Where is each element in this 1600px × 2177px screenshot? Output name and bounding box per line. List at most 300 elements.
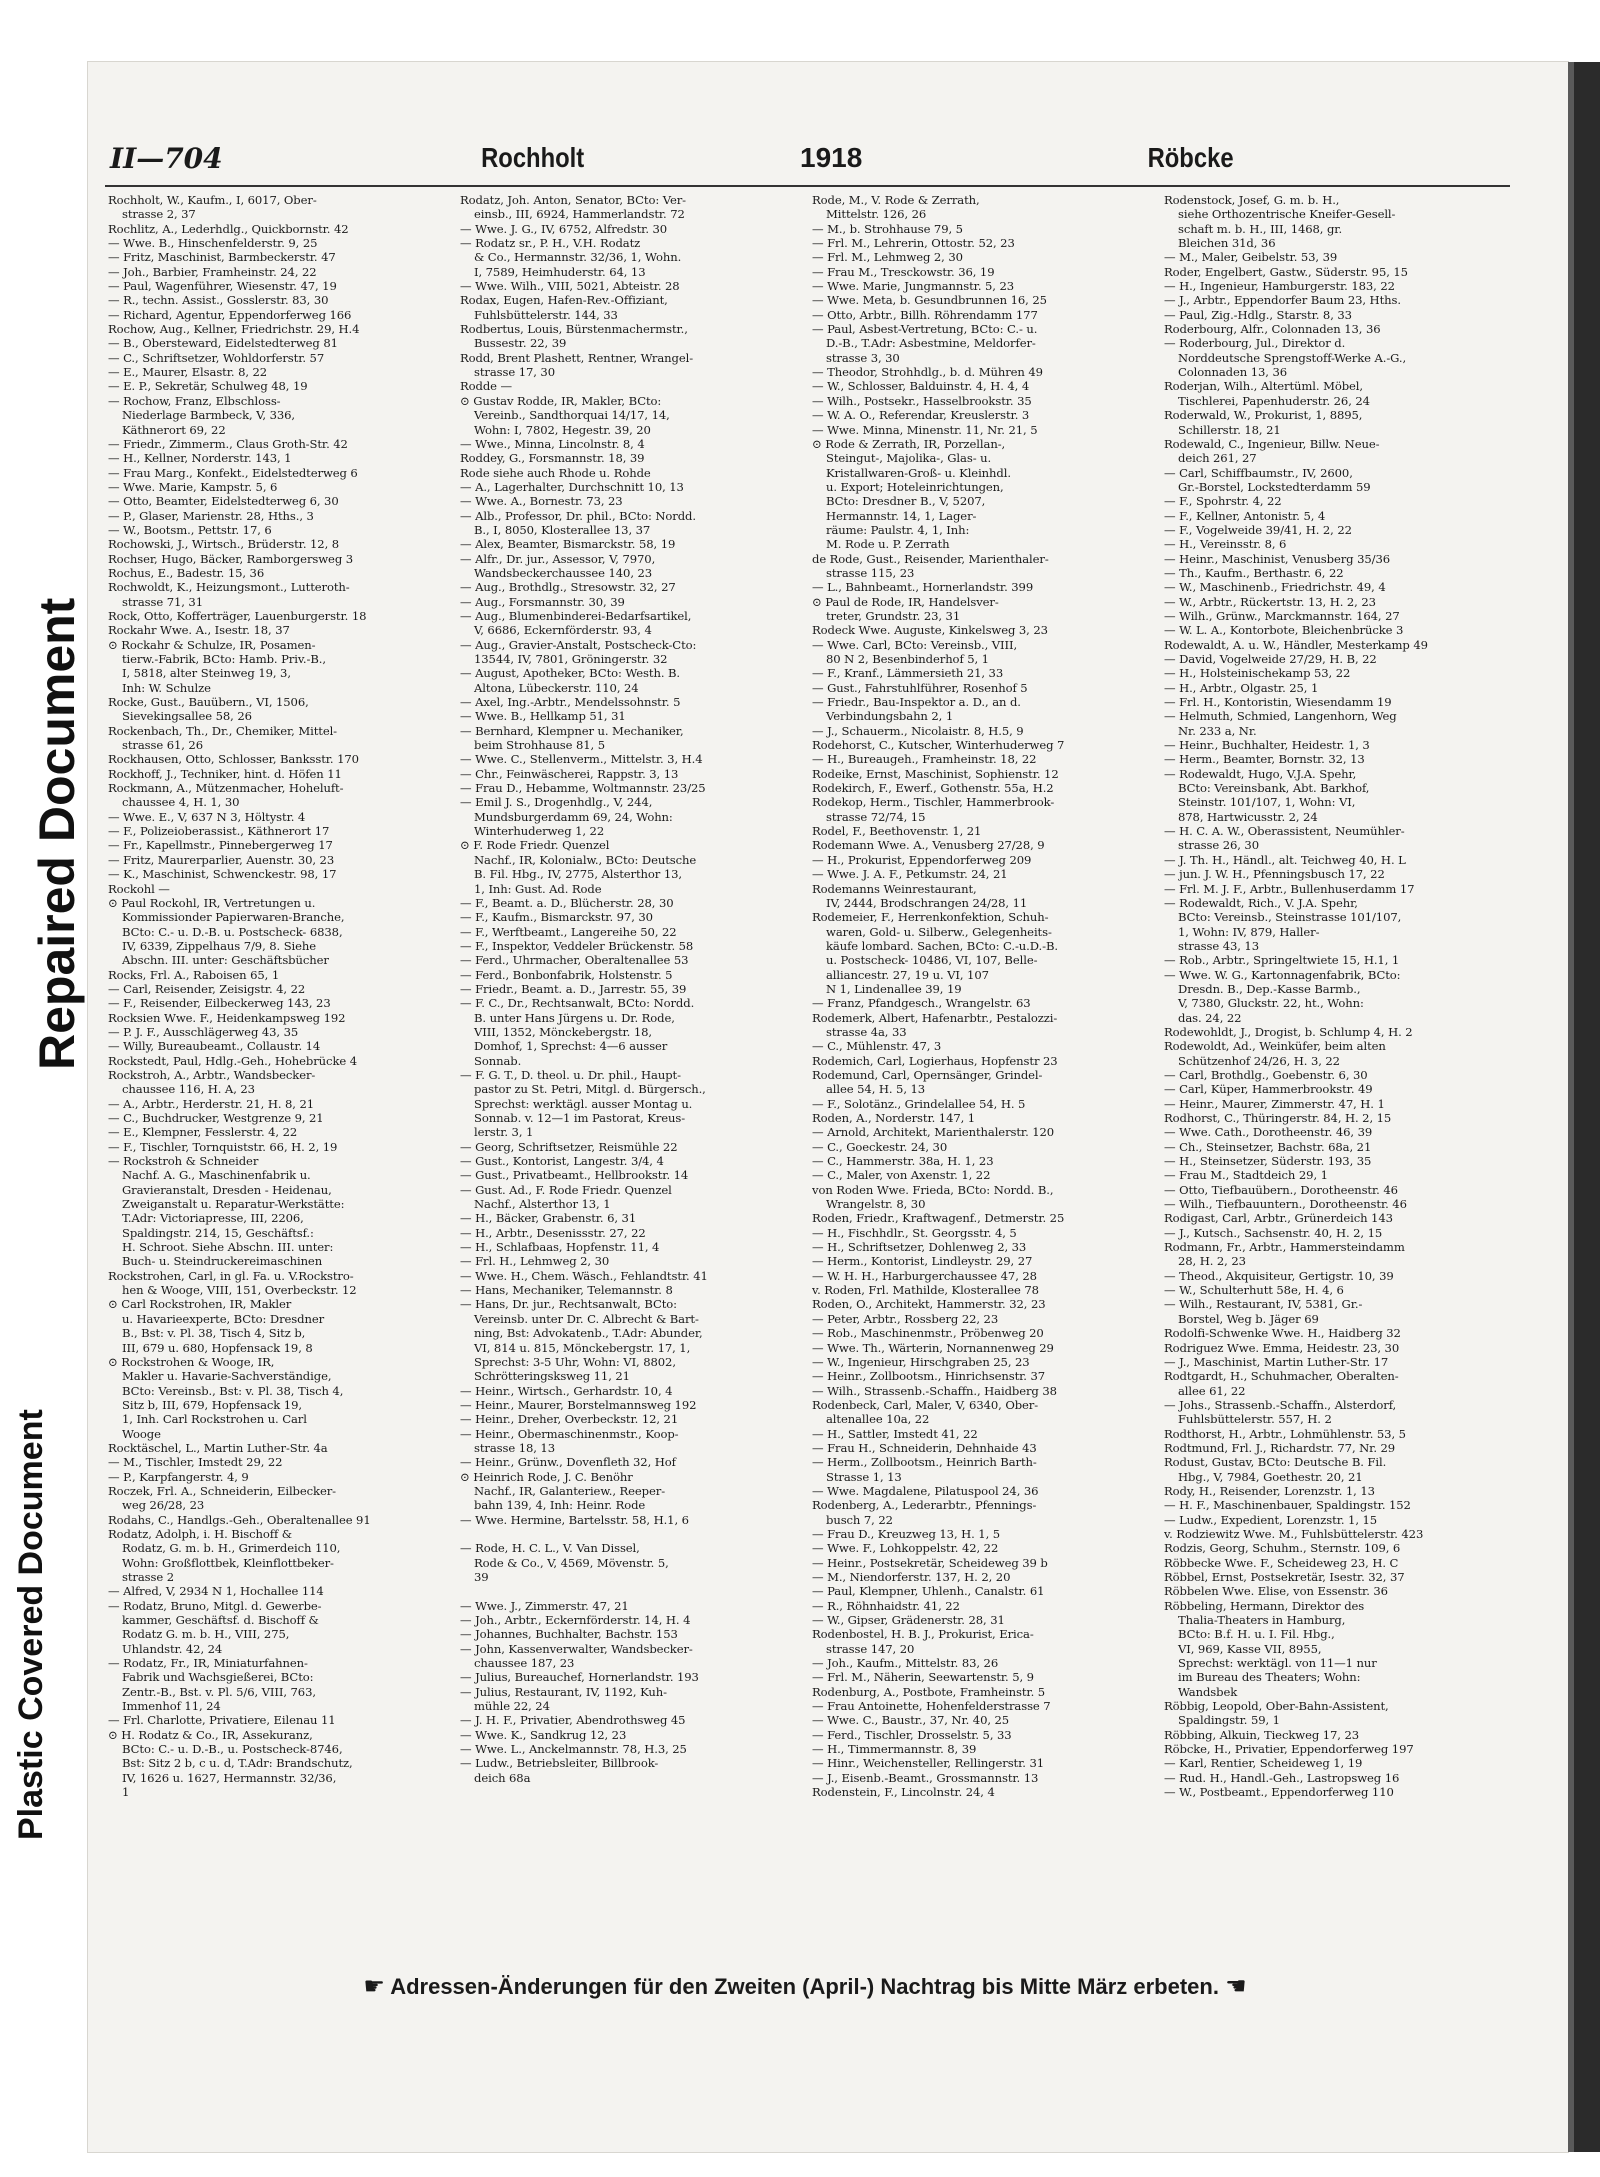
entry-line: Rodde — bbox=[460, 379, 512, 394]
page-number: II—704 bbox=[110, 142, 223, 175]
entry-line: ⊙ Rockahr & Schulze, IR, Posamen- bbox=[108, 637, 316, 652]
entry-line: — Rodewaldt, Rich., V. J.A. Spehr, bbox=[1164, 895, 1358, 910]
entry-line: Röbbecke Wwe. F., Scheideweg 23, H. C bbox=[1164, 1555, 1399, 1570]
entry-line: — W. L. A., Kontorbote, Bleichenbrücke 3 bbox=[1164, 623, 1404, 638]
entry-line: — Wwe. Marie, Kampstr. 5, 6 bbox=[108, 479, 278, 494]
entry-line: — Heinr., Obermaschinenmstr., Koop- bbox=[460, 1426, 679, 1441]
entry-line: — Herm., Beamter, Bornstr. 32, 13 bbox=[1164, 752, 1365, 767]
entry-line: — Heinr., Postsekretär, Scheideweg 39 b bbox=[812, 1555, 1048, 1570]
entry-line: Röbbig, Leopold, Ober-Bahn-Assistent, bbox=[1164, 1699, 1389, 1714]
entry-line: ning, Bst: Advokatenb., T.Adr: Abunder, bbox=[474, 1326, 703, 1341]
entry-line: Röbcke, H., Privatier, Eppendorferweg 197 bbox=[1164, 1742, 1414, 1757]
entry-line: — E., Klempner, Fesslerstr. 4, 22 bbox=[108, 1125, 298, 1140]
entry-line: Wohn: Großflottbek, Kleinflottbeker- bbox=[122, 1555, 334, 1570]
entry-line: VIII, 1352, Mönckebergstr. 18, bbox=[474, 1024, 652, 1039]
entry-line: Bussestr. 22, 39 bbox=[474, 336, 567, 351]
entry-line: — Wwe. Carl, BCto: Vereinsb., VIII, bbox=[812, 637, 1018, 652]
entry-line: — Frau Marg., Konfekt., Eidelstedterweg 6 bbox=[108, 465, 358, 480]
entry-line: Norddeutsche Sprengstoff-Werke A.-G., bbox=[1178, 350, 1407, 365]
entry-line: — Karl, Rentier, Scheideweg 1, 19 bbox=[1164, 1756, 1363, 1771]
entry-line: — Gust. Ad., F. Rode Friedr. Quenzel bbox=[460, 1182, 672, 1197]
entry-line: Rodatz G. m. b. H., VIII, 275, bbox=[122, 1627, 290, 1642]
entry-line: Makler u. Havarie-Sachverständige, bbox=[122, 1369, 332, 1384]
entry-line: Tischlerei, Papenhuderstr. 26, 24 bbox=[1178, 393, 1370, 408]
entry-line: — H. F., Maschinenbauer, Spaldingstr. 152 bbox=[1164, 1498, 1411, 1513]
entry-line: — Arnold, Architekt, Marienthalerstr. 120 bbox=[812, 1125, 1055, 1140]
entry-line: Rockhausen, Otto, Schlosser, Banksstr. 170 bbox=[108, 752, 359, 767]
column-3 bbox=[812, 193, 1158, 1963]
entry-line: das. 24, 22 bbox=[1178, 1010, 1242, 1025]
entry-line: — Joh., Arbtr., Eckernförderstr. 14, H. 4 bbox=[460, 1613, 691, 1628]
entry-line: — Heinr., Grünw., Dovenfleth 32, Hof bbox=[460, 1455, 676, 1470]
entry-line: — Alfred, V, 2934 N 1, Hochallee 114 bbox=[108, 1584, 324, 1599]
entry-line: — C., Mühlenstr. 47, 3 bbox=[812, 1039, 942, 1054]
entry-line: Roder, Engelbert, Gastw., Süderstr. 95, 15 bbox=[1164, 264, 1408, 279]
entry-line: — John, Kassenverwalter, Wandsbecker- bbox=[460, 1641, 693, 1656]
entry-line: bahn 139, 4, Inh: Heinr. Rode bbox=[474, 1498, 646, 1513]
entry-line: — J. Th. H., Händl., alt. Teichweg 40, H. L bbox=[1164, 852, 1406, 867]
entry-line: — Joh., Barbier, Framheinstr. 24, 22 bbox=[108, 264, 317, 279]
entry-line: strasse 4a, 33 bbox=[826, 1024, 907, 1039]
entry-line: Nachf., IR, Galanteriew., Reeper- bbox=[474, 1483, 666, 1498]
entry-line: Rodahs, C., Handlgs.-Geh., Oberaltenallee 91 bbox=[108, 1512, 371, 1527]
entry-line: — F. C., Dr., Rechtsanwalt, BCto: Nordd. bbox=[460, 996, 695, 1011]
entry-line: Mundsburgerdamm 69, 24, Wohn: bbox=[474, 809, 673, 824]
entry-line: Rodewohldt, J., Drogist, b. Schlump 4, H. 2 bbox=[1164, 1024, 1413, 1039]
footer-notice bbox=[330, 1972, 1280, 2002]
entry-line: — C., Goeckestr. 24, 30 bbox=[812, 1139, 948, 1154]
entry-line: Spaldingstr. 59, 1 bbox=[1178, 1713, 1280, 1728]
entry-line: — Wwe. J. A. F., Petkumstr. 24, 21 bbox=[812, 867, 1008, 882]
entry-line: — Wwe. Magdalene, Pilatuspool 24, 36 bbox=[812, 1483, 1039, 1498]
entry-line: — H., Holsteinischekamp 53, 22 bbox=[1164, 666, 1351, 681]
entry-line: — H., Arbtr., Olgastr. 25, 1 bbox=[1164, 680, 1319, 695]
entry-line: Rodenbostel, H. B. J., Prokurist, Erica- bbox=[812, 1627, 1034, 1642]
entry-line: BCto: Vereinsb., Bst: v. Pl. 38, Tisch 4, bbox=[122, 1383, 344, 1398]
entry-line: — Rodatz sr., P. H., V.H. Rodatz bbox=[460, 236, 641, 251]
entry-line: BCto: Vereinsb., Steinstrasse 101/107, bbox=[1178, 910, 1402, 925]
entry-line: — Friedr., Bau-Inspektor a. D., an d. bbox=[812, 695, 1021, 710]
entry-line: — J., Maschinist, Martin Luther-Str. 17 bbox=[1164, 1354, 1389, 1369]
entry-line: — Wilh., Postsekr., Hasselbrookstr. 35 bbox=[812, 393, 1032, 408]
entry-line: VI, 969, Kasse VII, 8955, bbox=[1178, 1641, 1322, 1656]
entry-line: Rodemerk, Albert, Hafenarbtr., Pestalozzi- bbox=[812, 1010, 1058, 1025]
entry-line: Rodigast, Carl, Arbtr., Grünerdeich 143 bbox=[1164, 1211, 1393, 1226]
entry-line: — Wwe. W. G., Kartonnagenfabrik, BCto: bbox=[1164, 967, 1401, 982]
entry-line: Kommissionder Papierwaren-Branche, bbox=[122, 910, 345, 925]
entry-line: waren, Gold- u. Silberw., Gelegenheits- bbox=[826, 924, 1052, 939]
entry-line: Wooge bbox=[122, 1426, 161, 1441]
entry-line: — Th., Kaufm., Berthastr. 6, 22 bbox=[1164, 565, 1344, 580]
entry-line: — B., Obersteward, Eidelstedterweg 81 bbox=[108, 336, 338, 351]
entry-line: Roderwald, W., Prokurist, 1, 8895, bbox=[1164, 408, 1363, 423]
entry-line: — F., Spohrstr. 4, 22 bbox=[1164, 494, 1282, 509]
entry-line: — Paul, Zig.-Hdlg., Starstr. 8, 33 bbox=[1164, 307, 1352, 322]
entry-line: Rodenbeck, Carl, Maler, V, 6340, Ober- bbox=[812, 1397, 1039, 1412]
entry-line: — Wwe. A., Bornestr. 73, 23 bbox=[460, 494, 623, 509]
entry-line: Rodemann Wwe. A., Venusberg 27/28, 9 bbox=[812, 838, 1045, 853]
entry-line: — Johs., Strassenb.-Schaffn., Alsterdorf, bbox=[1164, 1397, 1397, 1412]
entry-line: Niederlage Barmbeck, V, 336, bbox=[122, 408, 295, 423]
entry-line: — Frl. H., Lehmweg 2, 30 bbox=[460, 1254, 610, 1269]
entry-line: — W., Gipser, Grädenerstr. 28, 31 bbox=[812, 1613, 1005, 1628]
entry-line: 13544, IV, 7801, Gröningerstr. 32 bbox=[474, 652, 668, 666]
entry-line: Rodehorst, C., Kutscher, Winterhuderweg 7 bbox=[812, 738, 1065, 753]
entry-line: Käthnerort 69, 22 bbox=[122, 422, 226, 437]
entry-line: — Wwe. K., Sandkrug 12, 23 bbox=[460, 1727, 627, 1742]
entry-line: Zentr.-B., Bst. v. Pl. 5/6, VIII, 763, bbox=[122, 1684, 316, 1699]
entry-line: Rockahr Wwe. A., Isestr. 18, 37 bbox=[108, 623, 290, 638]
entry-line: Röbbelen Wwe. Elise, von Essenstr. 36 bbox=[1164, 1584, 1388, 1599]
entry-line: — Herm., Kontorist, Lindleystr. 29, 27 bbox=[812, 1254, 1033, 1269]
entry-line: Mittelstr. 126, 26 bbox=[826, 207, 927, 222]
entry-line: — M., Maler, Geibelstr. 53, 39 bbox=[1164, 250, 1338, 265]
entry-line: — J., Schauerm., Nicolaistr. 8, H.5, 9 bbox=[812, 723, 1024, 738]
entry-line: — M., Tischler, Imstedt 29, 22 bbox=[108, 1455, 283, 1470]
entry-line: allee 54, H. 5, 13 bbox=[826, 1082, 926, 1097]
entry-line: — Wwe. C., Stellenverm., Mittelstr. 3, H.4 bbox=[460, 752, 703, 767]
entry-line: ⊙ Paul Rockohl, IR, Vertretungen u. bbox=[108, 895, 316, 910]
entry-line: BCto: B.f. H. u. I. Fil. Hbg., bbox=[1178, 1627, 1335, 1642]
entry-line: — Ch., Steinsetzer, Bachstr. 68a, 21 bbox=[1164, 1139, 1372, 1154]
entry-line: V, 7380, Gluckstr. 22, ht., Wohn: bbox=[1178, 996, 1364, 1011]
entry-line: — Aug., Brothdlg., Stresowstr. 32, 27 bbox=[460, 580, 676, 595]
entry-line: — Gust., Kontorist, Langestr. 3/4, 4 bbox=[460, 1154, 664, 1169]
entry-line: — Wwe. Hermine, Bartelsstr. 58, H.1, 6 bbox=[460, 1512, 689, 1527]
entry-line: — Ferd., Bonbonfabrik, Holstenstr. 5 bbox=[460, 967, 673, 982]
entry-line: strasse 18, 13 bbox=[474, 1440, 555, 1455]
entry-line: Hbg., V, 7984, Goethestr. 20, 21 bbox=[1178, 1469, 1363, 1484]
entry-line: Rode & Co., V, 4569, Mövenstr. 5, bbox=[474, 1555, 669, 1570]
entry-line: Rochser, Hugo, Bäcker, Ramborgersweg 3 bbox=[108, 551, 354, 566]
entry-line: Roden, A., Norderstr. 147, 1 bbox=[812, 1111, 976, 1125]
entry-line: — Emil J. S., Drogenhdlg., V, 244, bbox=[460, 795, 653, 810]
entry-line: 80 N 2, Besenbinderhof 5, 1 bbox=[826, 652, 989, 666]
entry-line: — Johannes, Buchhalter, Bachstr. 153 bbox=[460, 1627, 678, 1642]
entry-line: ⊙ Rockstrohen & Wooge, IR, bbox=[108, 1354, 275, 1369]
entry-line: Rodatz, Joh. Anton, Senator, BCto: Ver- bbox=[460, 193, 686, 207]
entry-line: — H., Schriftsetzer, Dohlenweg 2, 33 bbox=[812, 1240, 1027, 1255]
entry-line: — Aug., Gravier-Anstalt, Postscheck-Cto: bbox=[460, 637, 697, 652]
entry-line: — H., Sattler, Imstedt 41, 22 bbox=[812, 1426, 978, 1441]
binding-edge bbox=[1568, 62, 1600, 2152]
entry-line: B. Fil. Hbg., IV, 2775, Alsterthor 13, bbox=[474, 867, 682, 882]
entry-line: — Rob., Arbtr., Springeltwiete 15, H.1, 1 bbox=[1164, 953, 1400, 968]
entry-line: — C., Hammerstr. 38a, H. 1, 23 bbox=[812, 1154, 994, 1169]
entry-line: — H., Bureaugeh., Framheinstr. 18, 22 bbox=[812, 752, 1037, 767]
entry-line: Rocks, Frl. A., Raboisen 65, 1 bbox=[108, 967, 280, 982]
entry-line: IV, 2444, Brodschrangen 24/28, 11 bbox=[826, 895, 1028, 910]
entry-line: ⊙ F. Rode Friedr. Quenzel bbox=[460, 838, 610, 853]
entry-line: Rochus, E., Badestr. 15, 36 bbox=[108, 565, 265, 580]
entry-line: — Frau H., Schneiderin, Dehnhaide 43 bbox=[812, 1440, 1037, 1455]
entry-line: — H., Ingenieur, Hamburgerstr. 183, 22 bbox=[1164, 279, 1395, 294]
entry-line: Rodeck Wwe. Auguste, Kinkelsweg 3, 23 bbox=[812, 623, 1048, 638]
entry-line: — jun. J. W. H., Pfenningsbusch 17, 22 bbox=[1164, 867, 1385, 882]
entry-line: — Paul, Asbest-Vertretung, BCto: C.- u. bbox=[812, 322, 1038, 337]
entry-line: — Rodatz, Bruno, Mitgl. d. Gewerbe- bbox=[108, 1598, 322, 1613]
entry-line: — August, Apotheker, BCto: Westh. B. bbox=[460, 666, 680, 681]
entry-line: N 1, Lindenallee 39, 19 bbox=[826, 981, 962, 996]
entry-line: Rodd, Brent Plashett, Rentner, Wrangel- bbox=[460, 350, 694, 365]
entry-line: Rodriguez Wwe. Emma, Heidestr. 23, 30 bbox=[1164, 1340, 1400, 1355]
entry-line: allee 61, 22 bbox=[1178, 1383, 1246, 1398]
entry-line: 1, Inh. Carl Rockstrohen u. Carl bbox=[122, 1412, 307, 1427]
entry-line: Wrangelstr. 8, 30 bbox=[826, 1197, 926, 1212]
entry-line: Rodewald, C., Ingenieur, Billw. Neue- bbox=[1164, 436, 1380, 451]
entry-line: Rocksien Wwe. F., Heidenkampsweg 192 bbox=[108, 1010, 346, 1025]
column-4 bbox=[1164, 193, 1510, 1963]
entry-line: Wandsbeckerchaussee 140, 23 bbox=[474, 565, 653, 580]
entry-line: strasse 72/74, 15 bbox=[826, 809, 926, 824]
entry-line: Borstel, Weg b. Jäger 69 bbox=[1178, 1311, 1319, 1326]
entry-line: Verbindungsbahn 2, 1 bbox=[826, 709, 954, 724]
entry-line: Sprechst: 3-5 Uhr, Wohn: VI, 8802, bbox=[474, 1354, 676, 1369]
entry-line: — Otto, Beamter, Eidelstedterweg 6, 30 bbox=[108, 494, 339, 509]
entry-line: 878, Hartwicusstr. 2, 24 bbox=[1178, 809, 1318, 824]
entry-line: strasse 61, 26 bbox=[122, 738, 203, 753]
entry-line: Bleichen 31d, 36 bbox=[1178, 236, 1276, 251]
entry-line: Nachf., Alsterthor 13, 1 bbox=[474, 1197, 611, 1212]
entry-line: Roden, Friedr., Kraftwagenf., Detmerstr. 25 bbox=[812, 1211, 1065, 1226]
entry-line: Sonnab. v. 12—1 im Pastorat, Kreus- bbox=[474, 1111, 686, 1125]
entry-line: — Wwe., Minna, Lincolnstr. 8, 4 bbox=[460, 436, 645, 451]
entry-line: — Frl. Charlotte, Privatiere, Eilenau 11 bbox=[108, 1713, 336, 1728]
entry-line: — Julius, Bureauchef, Hornerlandstr. 193 bbox=[460, 1670, 699, 1685]
entry-line: & Co., Hermannstr. 32/36, 1, Wohn. bbox=[474, 250, 682, 265]
entry-line: mühle 22, 24 bbox=[474, 1699, 550, 1714]
entry-line: Wandsbek bbox=[1178, 1684, 1238, 1699]
entry-line: — H., Timmermannstr. 8, 39 bbox=[812, 1742, 977, 1757]
entry-line: Sitz b, III, 679, Hopfensack 19, bbox=[122, 1397, 302, 1412]
entry-line: — F., Kellner, Antonistr. 5, 4 bbox=[1164, 508, 1326, 523]
entry-line: — P. J. F., Ausschlägerweg 43, 35 bbox=[108, 1024, 299, 1039]
entry-line: strasse 3, 30 bbox=[826, 350, 900, 365]
entry-line: I, 7589, Heimhuderstr. 64, 13 bbox=[474, 264, 646, 279]
entry-line: — Roderbourg, Jul., Direktor d. bbox=[1164, 336, 1346, 351]
entry-line: BCto: C.- u. D.-B., u. Postscheck-8746, bbox=[122, 1742, 343, 1757]
entry-line: Fuhlsbüttelerstr. 557, H. 2 bbox=[1178, 1412, 1332, 1427]
entry-line: Rodeike, Ernst, Maschinist, Sophienstr. 12 bbox=[812, 766, 1059, 781]
entry-line: — Frl. M., Lehrerin, Ottostr. 52, 23 bbox=[812, 236, 1015, 251]
entry-line: strasse 2 bbox=[122, 1570, 174, 1584]
directory-columns bbox=[108, 193, 1508, 1963]
entry-line: chaussee 187, 23 bbox=[474, 1656, 575, 1671]
pointing-hand-right-icon: ☚ bbox=[1225, 1973, 1247, 2000]
entry-line: — Richard, Agentur, Eppendorferweg 166 bbox=[108, 307, 352, 322]
entry-line: — Paul, Wagenführer, Wiesenstr. 47, 19 bbox=[108, 279, 337, 294]
entry-line: — M., b. Strohhause 79, 5 bbox=[812, 221, 963, 236]
entry-line: — J. H. F., Privatier, Abendrothsweg 45 bbox=[460, 1713, 686, 1728]
entry-line: — H., Vereinsstr. 8, 6 bbox=[1164, 537, 1287, 552]
entry-line: — M., Niendorferstr. 137, H. 2, 20 bbox=[812, 1570, 1011, 1584]
entry-line: — Wwe. H., Chem. Wäsch., Fehlandtstr. 41 bbox=[460, 1268, 708, 1283]
entry-line: Sievekingsallee 58, 26 bbox=[122, 709, 252, 724]
entry-line: — Wwe. B., Hinschenfelderstr. 9, 25 bbox=[108, 236, 318, 251]
entry-line: — J., Arbtr., Eppendorfer Baum 23, Hths. bbox=[1164, 293, 1401, 308]
entry-line: Rodatz, Adolph, i. H. Bischoff & bbox=[108, 1526, 292, 1541]
plastic-covered-label: Plastic Covered Document bbox=[12, 1409, 50, 1840]
entry-line: Rodekop, Herm., Tischler, Hammerbrook- bbox=[812, 795, 1055, 810]
entry-line: strasse 26, 30 bbox=[1178, 838, 1259, 853]
entry-line: ⊙ Gustav Rodde, IR, Makler, BCto: bbox=[460, 393, 662, 408]
entry-line: — Rud. H., Handl.-Geh., Lastropsweg 16 bbox=[1164, 1770, 1400, 1785]
entry-line: Rodbertus, Louis, Bürstenmachermstr., bbox=[460, 322, 688, 337]
entry-line: Rockenbach, Th., Dr., Chemiker, Mittel- bbox=[108, 723, 338, 738]
entry-line: — Carl, Reisender, Zeisigstr. 4, 22 bbox=[108, 981, 306, 996]
entry-line: 39 bbox=[474, 1570, 489, 1584]
entry-line: Rochlitz, A., Lederhdlg., Quickbornstr. 42 bbox=[108, 221, 349, 236]
entry-line: Rodenstock, Josef, G. m. b. H., bbox=[1164, 193, 1340, 207]
entry-line: — W., Schulterhutt 58e, H. 4, 6 bbox=[1164, 1283, 1344, 1298]
entry-line: Altona, Lübeckerstr. 110, 24 bbox=[474, 680, 639, 695]
entry-line: — Willy, Bureaubeamt., Collaustr. 14 bbox=[108, 1039, 321, 1054]
entry-line: Rock, Otto, Kofferträger, Lauenburgerstr. 18 bbox=[108, 608, 367, 623]
entry-line: — Paul, Klempner, Uhlenh., Canalstr. 61 bbox=[812, 1584, 1045, 1599]
entry-line: — Julius, Restaurant, IV, 1192, Kuh- bbox=[460, 1684, 667, 1699]
entry-line: Fuhlsbüttelerstr. 144, 33 bbox=[474, 307, 618, 322]
entry-line: treter, Grundstr. 23, 31 bbox=[826, 608, 961, 623]
entry-line: — Franz, Pfandgesch., Wrangelstr. 63 bbox=[812, 996, 1031, 1011]
entry-line: — H., Bäcker, Grabenstr. 6, 31 bbox=[460, 1211, 637, 1226]
entry-line: — Carl, Schiffbaumstr., IV, 2600, bbox=[1164, 465, 1353, 480]
entry-line: — W. A. O., Referendar, Kreuslerstr. 3 bbox=[812, 408, 1030, 423]
header-rule bbox=[105, 185, 1510, 187]
entry-line: — Wwe. Minna, Minenstr. 11, Nr. 21, 5 bbox=[812, 422, 1038, 437]
entry-line: Rodenstein, F., Lincolnstr. 24, 4 bbox=[812, 1785, 995, 1800]
entry-line: B., I, 8050, Klosterallee 13, 37 bbox=[474, 522, 651, 537]
entry-line: H. Schroot. Siehe Abschn. III. unter: bbox=[122, 1240, 334, 1255]
entry-line: VI, 814 u. 815, Mönckebergstr. 17, 1, bbox=[474, 1340, 691, 1355]
entry-line: — Theod., Akquisiteur, Gertigstr. 10, 39 bbox=[1164, 1268, 1394, 1283]
entry-line: — W., Postbeamt., Eppendorferweg 110 bbox=[1164, 1785, 1394, 1800]
entry-line: — Ludw., Expedient, Lorenzstr. 1, 15 bbox=[1164, 1512, 1378, 1527]
entry-line: v. Roden, Frl. Mathilde, Klosterallee 78 bbox=[812, 1283, 1039, 1298]
entry-line: — F., Werftbeamt., Langereihe 50, 22 bbox=[460, 924, 677, 939]
entry-line: I, 5818, alter Steinweg 19, 3, bbox=[122, 666, 291, 681]
entry-line: — Otto, Arbtr., Billh. Röhrendamm 177 bbox=[812, 307, 1038, 322]
entry-line: Rockhoff, J., Techniker, hint. d. Höfen 11 bbox=[108, 766, 342, 781]
entry-line: — F., Kranf., Lämmersieth 21, 33 bbox=[812, 666, 1004, 681]
entry-line: — Alex, Beamter, Bismarckstr. 58, 19 bbox=[460, 537, 676, 552]
entry-line: BCto: Vereinsbank, Abt. Barkhof, bbox=[1178, 781, 1370, 796]
entry-line: Domhof, 1, Sprechst: 4—6 ausser bbox=[474, 1039, 668, 1054]
entry-line: — Wilh., Tiefbauuntern., Dorotheenstr. 46 bbox=[1164, 1197, 1407, 1212]
entry-line: — Georg, Schriftsetzer, Reismühle 22 bbox=[460, 1139, 678, 1154]
entry-line: IV, 6339, Zippelhaus 7/9, 8. Siehe bbox=[122, 938, 317, 953]
entry-line: — Rockstroh & Schneider bbox=[108, 1154, 259, 1169]
entry-line: — Aug., Blumenbinderei-Bedarfsartikel, bbox=[460, 608, 692, 623]
entry-line: Rodemund, Carl, Opernsänger, Grindel- bbox=[812, 1067, 1043, 1082]
entry-line: — Gust., Fahrstuhlführer, Rosenhof 5 bbox=[812, 680, 1028, 695]
entry-line: — W., Maschinenb., Friedrichstr. 49, 4 bbox=[1164, 580, 1386, 595]
entry-line: — Frl. M. J. F., Arbtr., Bullenhuserdamm 17 bbox=[1164, 881, 1415, 896]
entry-line: 1, Wohn: IV, 879, Haller- bbox=[1178, 924, 1320, 939]
entry-line: — Friedr., Zimmerm., Claus Groth-Str. 42 bbox=[108, 436, 348, 451]
header-left-keyword: Rochholt bbox=[481, 142, 585, 173]
entry-line: Immenhof 11, 24 bbox=[122, 1699, 221, 1714]
entry-line: Rodtgardt, H., Schuhmacher, Oberalten- bbox=[1164, 1369, 1399, 1384]
entry-line: Rockstroh, A., Arbtr., Wandsbecker- bbox=[108, 1067, 316, 1082]
entry-line: Rodax, Eugen, Hafen-Rev.-Offiziant, bbox=[460, 293, 668, 308]
entry-line: — H., Steinsetzer, Süderstr. 193, 35 bbox=[1164, 1154, 1372, 1169]
entry-line: — J., Kutsch., Sachsenstr. 40, H. 2, 15 bbox=[1164, 1225, 1383, 1240]
entry-line: Röbbing, Alkuin, Tieckweg 17, 23 bbox=[1164, 1727, 1360, 1742]
entry-line: — F., Reisender, Eilbeckerweg 143, 23 bbox=[108, 996, 331, 1011]
entry-line: — H., Kellner, Norderstr. 143, 1 bbox=[108, 451, 292, 466]
entry-line: altenallee 10a, 22 bbox=[826, 1412, 930, 1427]
entry-line: u. Postscheck- 10486, VI, 107, Belle- bbox=[826, 953, 1038, 968]
entry-line: — Ludw., Betriebsleiter, Billbrook- bbox=[460, 1756, 659, 1771]
entry-line: Rockstrohen, Carl, in gl. Fa. u. V.Rockstro- bbox=[108, 1268, 354, 1283]
entry-line: Rodewaldt, A. u. W., Händler, Mesterkamp 49 bbox=[1164, 637, 1428, 652]
entry-line: von Roden Wwe. Frieda, BCto: Nordd. B., bbox=[812, 1182, 1054, 1197]
entry-line: Steingut-, Majolika-, Glas- u. bbox=[826, 451, 992, 466]
entry-line: — Chr., Feinwäscherei, Rappstr. 3, 13 bbox=[460, 766, 679, 781]
entry-line: — Fr., Kapellmstr., Pinnebergerweg 17 bbox=[108, 838, 333, 853]
entry-line: Rockohl — bbox=[108, 881, 170, 896]
entry-line: B. unter Hans Jürgens u. Dr. Rode, bbox=[474, 1010, 675, 1025]
entry-line: Gr.-Borstel, Lockstedterdamm 59 bbox=[1178, 479, 1371, 494]
entry-line: — A., Arbtr., Herderstr. 21, H. 8, 21 bbox=[108, 1096, 315, 1111]
entry-line: — Heinr., Wirtsch., Gerhardstr. 10, 4 bbox=[460, 1383, 673, 1398]
entry-line: im Bureau des Theaters; Wohn: bbox=[1178, 1670, 1361, 1685]
entry-line: M. Rode u. P. Zerrath bbox=[826, 537, 950, 552]
entry-line: einsb., III, 6924, Hammerlandstr. 72 bbox=[474, 207, 685, 222]
entry-line: Spaldingstr. 214, 15, Geschäftsf.: bbox=[122, 1225, 314, 1240]
entry-line: Rodmann, Fr., Arbtr., Hammersteindamm bbox=[1164, 1240, 1405, 1255]
entry-line: — Wilh., Grünw., Marckmannstr. 164, 27 bbox=[1164, 608, 1400, 623]
entry-line: — Herm., Zollbootsm., Heinrich Barth- bbox=[812, 1455, 1037, 1470]
entry-line: — Wwe. J. G., IV, 6752, Alfredstr. 30 bbox=[460, 221, 668, 236]
entry-line: Sprechst: werktägl. von 11—1 nur bbox=[1178, 1656, 1377, 1671]
entry-line: Roddey, G., Forsmannstr. 18, 39 bbox=[460, 451, 645, 466]
entry-line: — Rochow, Franz, Elbschloss- bbox=[108, 393, 281, 408]
entry-line: — F., Solotänz., Grindelallee 54, H. 5 bbox=[812, 1096, 1026, 1111]
page-header bbox=[110, 142, 1400, 178]
entry-line: beim Strohhause 81, 5 bbox=[474, 738, 606, 753]
entry-line: — R., Röhnhaidstr. 41, 22 bbox=[812, 1598, 960, 1613]
entry-line: deich 261, 27 bbox=[1178, 451, 1257, 466]
entry-line: Schillerstr. 18, 21 bbox=[1178, 422, 1281, 437]
entry-line: Roderjan, Wilh., Altertüml. Möbel, bbox=[1164, 379, 1363, 394]
entry-line: Rodhorst, C., Thüringerstr. 84, H. 2, 15 bbox=[1164, 1111, 1392, 1125]
entry-line: ⊙ Heinrich Rode, J. C. Benöhr bbox=[460, 1469, 633, 1484]
entry-line: weg 26/28, 23 bbox=[122, 1498, 205, 1513]
entry-line: T.Adr: Victoriapresse, III, 2206, bbox=[122, 1211, 304, 1226]
entry-line bbox=[460, 1584, 806, 1598]
entry-line: Röbbeling, Hermann, Direktor des bbox=[1164, 1598, 1365, 1613]
entry-line: Rodenberg, A., Lederarbtr., Pfennings- bbox=[812, 1498, 1037, 1513]
entry-line: — Wwe. L., Anckelmannstr. 78, H.3, 25 bbox=[460, 1742, 687, 1757]
entry-line: — Otto, Tiefbauübern., Dorotheenstr. 46 bbox=[1164, 1182, 1398, 1197]
entry-line: pastor zu St. Petri, Mitgl. d. Bürgersch., bbox=[474, 1082, 706, 1097]
entry-line: IV, 1626 u. 1627, Hermannstr. 32/36, bbox=[122, 1770, 337, 1785]
entry-line: V, 6686, Eckernförderstr. 93, 4 bbox=[474, 623, 652, 638]
entry-line: Bst: Sitz 2 b, c u. d, T.Adr: Brandschutz, bbox=[122, 1756, 353, 1771]
entry-line: räume: Paulstr. 4, 1, Inh: bbox=[826, 522, 970, 537]
entry-line: — E. P., Sekretär, Schulweg 48, 19 bbox=[108, 379, 308, 394]
entry-line: — Wwe. C., Baustr., 37, Nr. 40, 25 bbox=[812, 1713, 1010, 1728]
entry-line: Thalia-Theaters in Hamburg, bbox=[1178, 1613, 1346, 1628]
entry-line: — Frau M., Stadtdeich 29, 1 bbox=[1164, 1168, 1328, 1183]
entry-line: Nachf. A. G., Maschinenfabrik u. bbox=[122, 1168, 311, 1183]
entry-line: — Hans, Mechaniker, Telemannstr. 8 bbox=[460, 1283, 673, 1298]
entry-line: — Wwe. F., Lohkoppelstr. 42, 22 bbox=[812, 1541, 999, 1556]
entry-line: Roczek, Frl. A., Schneiderin, Eilbecker- bbox=[108, 1483, 336, 1498]
entry-line: ⊙ Carl Rockstrohen, IR, Makler bbox=[108, 1297, 292, 1312]
entry-line: — L., Bahnbeamt., Hornerlandstr. 399 bbox=[812, 580, 1034, 595]
